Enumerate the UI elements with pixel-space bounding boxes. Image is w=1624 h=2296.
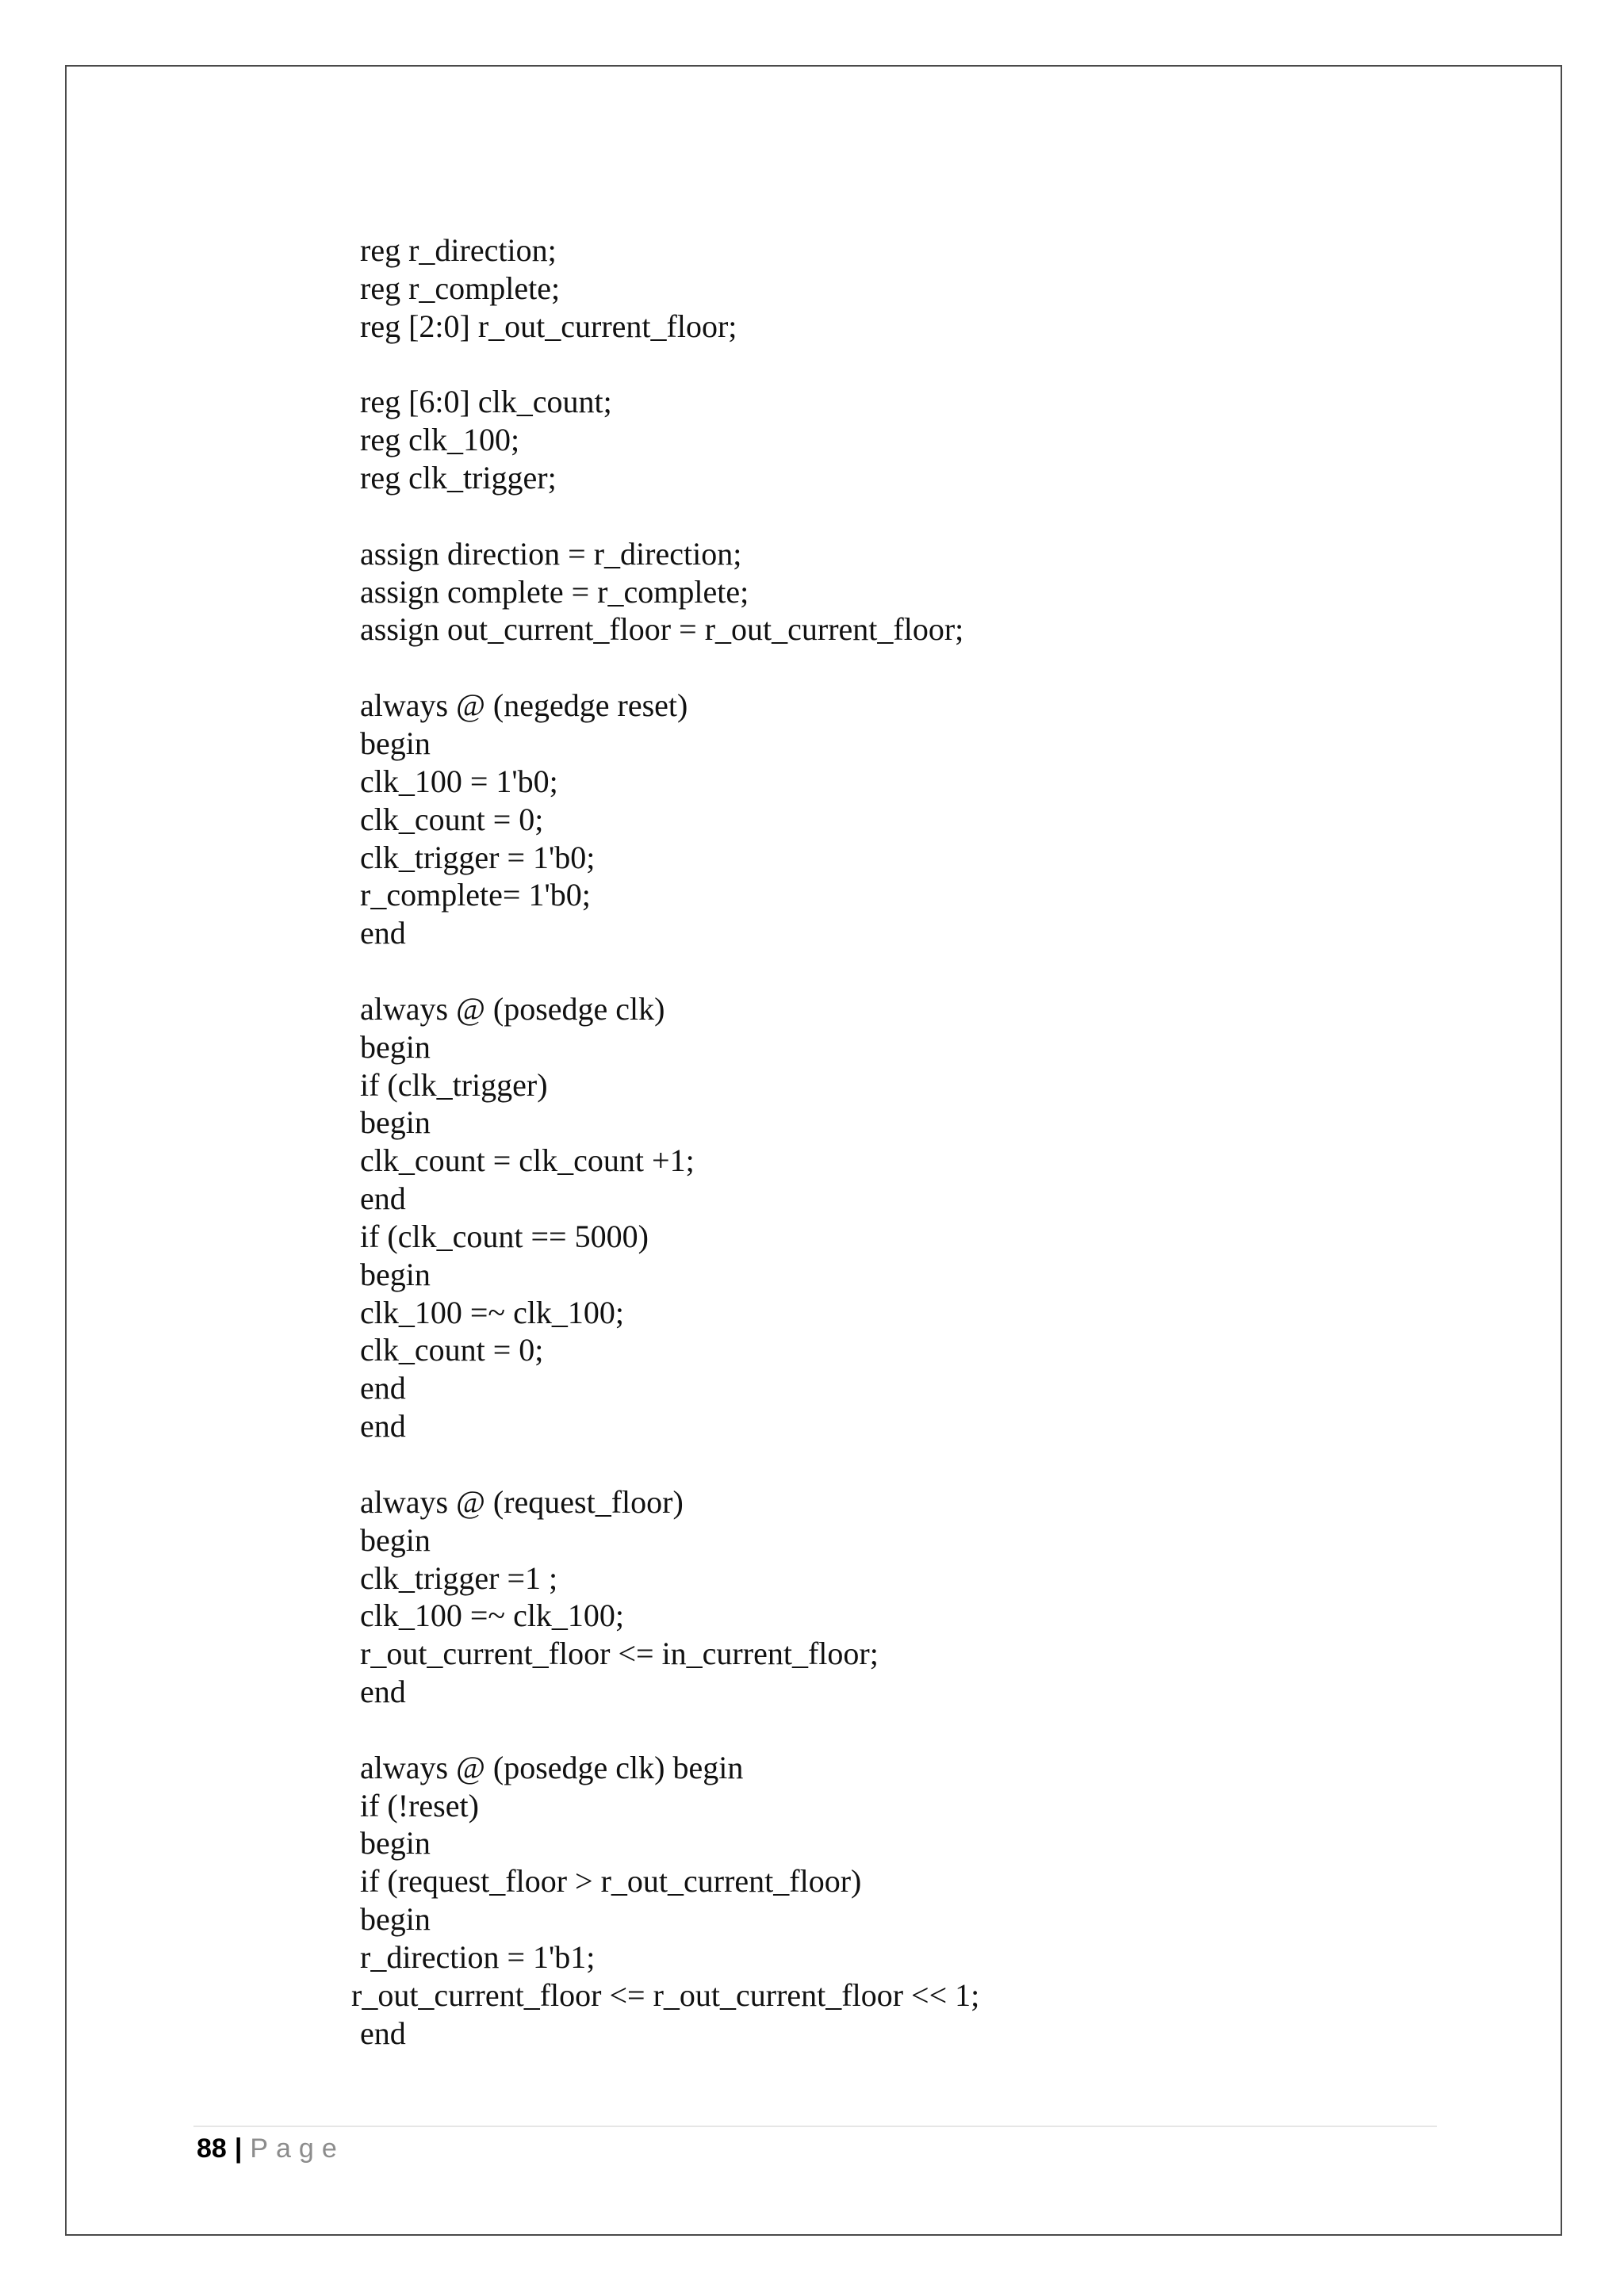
code-line: clk_trigger =1 ; xyxy=(360,1559,558,1596)
code-line: clk_trigger = 1'b0; xyxy=(360,839,596,875)
footer-separator: | xyxy=(234,2133,243,2164)
code-line: end xyxy=(360,1408,406,1445)
code-line: r_direction = 1'b1; xyxy=(360,1938,596,1975)
code-line: clk_count = 0; xyxy=(360,801,544,837)
code-line: end xyxy=(360,1674,406,1710)
code-line: begin xyxy=(360,1256,431,1292)
code-line: always @ (posedge clk) begin xyxy=(360,1749,744,1785)
code-line: end xyxy=(360,1181,406,1217)
code-line: end xyxy=(360,915,406,951)
code-line: begin xyxy=(360,1521,431,1558)
code-line: assign direction = r_direction; xyxy=(360,535,742,572)
code-line: r_complete= 1'b0; xyxy=(360,877,591,913)
code-line: reg [6:0] clk_count; xyxy=(360,384,612,420)
page-footer xyxy=(197,2133,345,2164)
code-line: reg r_complete; xyxy=(360,270,561,306)
code-line: clk_count = 0; xyxy=(360,1332,544,1368)
code-line: begin xyxy=(360,1901,431,1938)
code-line xyxy=(360,649,1470,687)
code-line: reg clk_trigger; xyxy=(360,460,557,496)
code-line: if (clk_count == 5000) xyxy=(360,1218,649,1254)
code-line xyxy=(360,1711,1470,1749)
code-line: reg [2:0] r_out_current_floor; xyxy=(360,308,737,344)
code-line: end xyxy=(360,1370,406,1406)
code-line: if (clk_trigger) xyxy=(360,1066,548,1103)
code-line: clk_100 =~ clk_100; xyxy=(360,1598,625,1634)
code-line: begin xyxy=(360,1825,431,1862)
code-line: begin xyxy=(360,1028,431,1065)
code-line: if (!reset) xyxy=(360,1787,479,1823)
code-line xyxy=(360,1445,1470,1483)
code-line: reg clk_100; xyxy=(360,422,520,458)
footer-divider xyxy=(193,2126,1437,2127)
page-number: 88 xyxy=(197,2133,227,2164)
code-line: begin xyxy=(360,1104,431,1141)
code-line: assign complete = r_complete; xyxy=(360,573,749,610)
code-line: r_out_current_floor <= r_out_current_floor << 1; xyxy=(351,1976,980,2013)
code-listing xyxy=(351,232,1470,2053)
code-line: if (request_floor > r_out_current_floor) xyxy=(360,1863,862,1900)
code-line: reg r_direction; xyxy=(360,232,557,268)
code-line: clk_count = clk_count +1; xyxy=(360,1142,695,1179)
code-line: assign out_current_floor = r_out_current_floor; xyxy=(360,611,964,648)
code-line: always @ (negedge reset) xyxy=(360,687,688,724)
code-line: always @ (request_floor) xyxy=(360,1483,684,1520)
code-line xyxy=(360,497,1470,535)
code-line: begin xyxy=(360,725,431,761)
code-line xyxy=(360,346,1470,384)
code-line xyxy=(360,952,1470,990)
code-line: clk_100 =~ clk_100; xyxy=(360,1294,625,1330)
code-line: end xyxy=(360,2015,406,2051)
code-line: r_out_current_floor <= in_current_floor; xyxy=(360,1636,879,1672)
code-line: always @ (posedge clk) xyxy=(360,990,665,1027)
page-label: Page xyxy=(250,2133,345,2164)
code-line: clk_100 = 1'b0; xyxy=(360,763,558,799)
